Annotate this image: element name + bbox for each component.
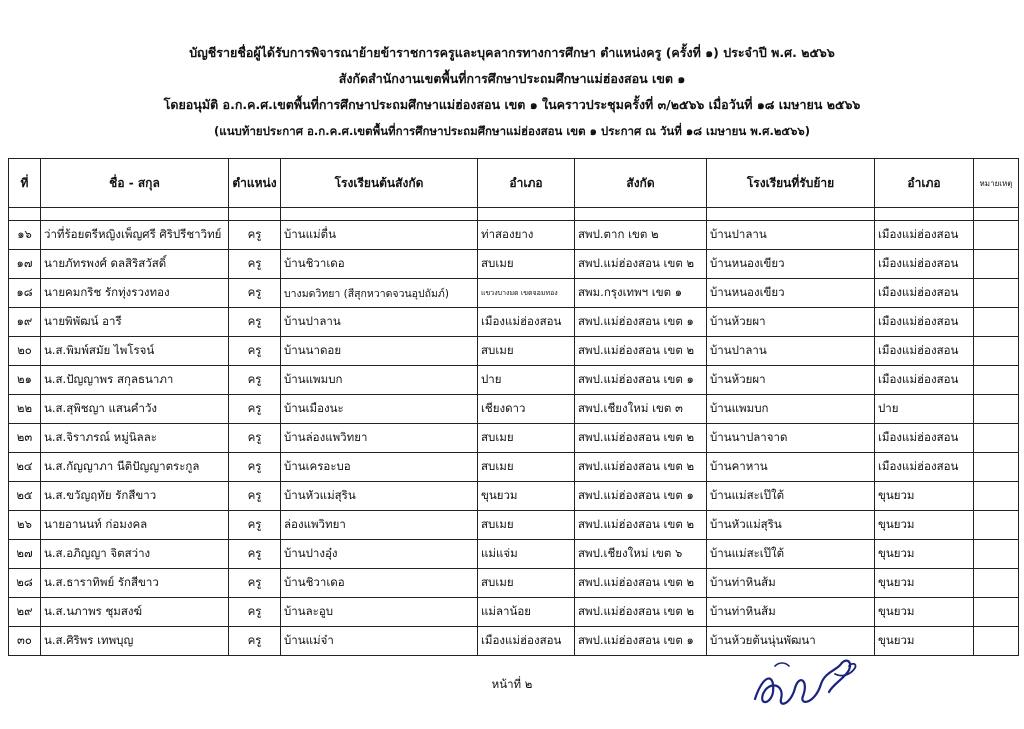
- cell-remark: [974, 395, 1019, 424]
- cell-name: น.ส.กัญญาภา นีติปัญญาตระกูล: [41, 453, 229, 482]
- cell-origin-district: สบเมย: [478, 337, 575, 366]
- cell-name: น.ส.สุพิชญา แสนคำวัง: [41, 395, 229, 424]
- cell-remark: [974, 569, 1019, 598]
- cell-position: ครู: [229, 279, 281, 308]
- cell-remark: [974, 221, 1019, 250]
- cell-affiliation: สพป.แม่ฮ่องสอน เขต ๑: [575, 366, 707, 395]
- cell-no: ๑๙: [9, 308, 41, 337]
- table-row: [9, 511, 1019, 540]
- table-row: [9, 424, 1019, 453]
- title-line-4: (แนบท้ายประกาศ อ.ก.ค.ศ.เขตพื้นที่การศึกษาประถมศึกษาแม่ฮ่องสอน เขต ๑ ประกาศ ณ วันที่ ๑๘ เมษายน พ.ศ.๒๕๖๖): [214, 124, 810, 138]
- cell-remark: [974, 453, 1019, 482]
- cell-dest-school: บ้านแม่สะเป๊ใต้: [707, 482, 875, 511]
- table-row: [9, 482, 1019, 511]
- cell-position: ครู: [229, 482, 281, 511]
- cell-dest-school: บ้านท่าหินส้ม: [707, 598, 875, 627]
- col-header-no: ที่: [9, 159, 41, 208]
- title-line-2: สังกัดสำนักงานเขตพื้นที่การศึกษาประถมศึกษาแม่ฮ่องสอน เขต ๑: [338, 71, 686, 86]
- cell-dest-school: บ้านปาลาน: [707, 337, 875, 366]
- cell-dest-district: ขุนยวม: [875, 540, 974, 569]
- cell-affiliation: สพป.แม่ฮ่องสอน เขต ๒: [575, 569, 707, 598]
- cell-no: ๒๘: [9, 569, 41, 598]
- cell-remark: [974, 482, 1019, 511]
- cell-position: ครู: [229, 424, 281, 453]
- cell-name: น.ส.พิมพ์สมัย ไพโรจน์: [41, 337, 229, 366]
- table-row: [9, 337, 1019, 366]
- cell-origin-district: ขุนยวม: [478, 482, 575, 511]
- cell-no: ๒๖: [9, 511, 41, 540]
- transfer-table: [8, 158, 1019, 656]
- cell-name: นายอานนท์ ก่อมงคล: [41, 511, 229, 540]
- cell-no: ๒๑: [9, 366, 41, 395]
- col-header-remark: หมายเหตุ: [974, 159, 1019, 208]
- table-row: [9, 366, 1019, 395]
- col-header-origin-district: อำเภอ: [478, 159, 575, 208]
- cell-name: น.ส.ขวัญฤทัย รักสีขาว: [41, 482, 229, 511]
- cell-no: ๑๘: [9, 279, 41, 308]
- cell-affiliation: สพป.ตาก เขต ๒: [575, 221, 707, 250]
- cell-origin-district: เมืองแม่ฮ่องสอน: [478, 627, 575, 656]
- cell-dest-school: บ้านท่าหินส้ม: [707, 569, 875, 598]
- handwritten-signature-icon: [745, 644, 865, 718]
- cell-affiliation: สพป.แม่ฮ่องสอน เขต ๒: [575, 337, 707, 366]
- cell-remark: [974, 279, 1019, 308]
- cell-affiliation: สพป.แม่ฮ่องสอน เขต ๑: [575, 627, 707, 656]
- cell-dest-district: ปาย: [875, 395, 974, 424]
- table-row: [9, 598, 1019, 627]
- cell-dest-school: บ้านปาลาน: [707, 221, 875, 250]
- table-row: [9, 569, 1019, 598]
- spacer-row: [9, 208, 1019, 221]
- cell-no: ๒๗: [9, 540, 41, 569]
- cell-affiliation: สพม.กรุงเทพฯ เขต ๑: [575, 279, 707, 308]
- cell-origin-district: แม่แจ่ม: [478, 540, 575, 569]
- col-header-affiliation: สังกัด: [575, 159, 707, 208]
- cell-dest-school: บ้านแม่สะเป๊ใต้: [707, 540, 875, 569]
- table-row: [9, 395, 1019, 424]
- cell-dest-district: เมืองแม่ฮ่องสอน: [875, 308, 974, 337]
- cell-remark: [974, 366, 1019, 395]
- cell-origin-school: บ้านเมืองนะ: [281, 395, 478, 424]
- cell-remark: [974, 627, 1019, 656]
- cell-affiliation: สพป.แม่ฮ่องสอน เขต ๒: [575, 598, 707, 627]
- cell-dest-district: ขุนยวม: [875, 627, 974, 656]
- cell-origin-school: บ้านปาลาน: [281, 308, 478, 337]
- table-row: [9, 453, 1019, 482]
- cell-no: ๓๐: [9, 627, 41, 656]
- cell-remark: [974, 337, 1019, 366]
- cell-origin-district: แม่ลาน้อย: [478, 598, 575, 627]
- cell-origin-district: แขวงบางมด เขตจอมทอง: [478, 279, 575, 308]
- table-row: [9, 627, 1019, 656]
- cell-dest-district: ขุนยวม: [875, 598, 974, 627]
- cell-no: ๑๗: [9, 250, 41, 279]
- document-header: [0, 40, 1024, 144]
- cell-position: ครู: [229, 366, 281, 395]
- cell-dest-school: บ้านห้วยต้นนุ่นพัฒนา: [707, 627, 875, 656]
- cell-origin-school: บ้านแม่จ๋า: [281, 627, 478, 656]
- cell-dest-district: เมืองแม่ฮ่องสอน: [875, 366, 974, 395]
- cell-affiliation: สพป.แม่ฮ่องสอน เขต ๑: [575, 482, 707, 511]
- cell-position: ครู: [229, 337, 281, 366]
- cell-remark: [974, 511, 1019, 540]
- cell-origin-district: ท่าสองยาง: [478, 221, 575, 250]
- table-row: [9, 308, 1019, 337]
- cell-name: น.ส.นภาพร ชุมสงฆ์: [41, 598, 229, 627]
- cell-origin-district: สบเมย: [478, 569, 575, 598]
- cell-position: ครู: [229, 598, 281, 627]
- cell-origin-school: บางมดวิทยา (สีสุกหวาดจวนอุปถัมภ์): [281, 279, 478, 308]
- cell-dest-school: บ้านหนองเขียว: [707, 279, 875, 308]
- cell-origin-school: บ้านชิวาเดอ: [281, 250, 478, 279]
- cell-name: นายคมกริช รักทุ่งรวงทอง: [41, 279, 229, 308]
- cell-position: ครู: [229, 511, 281, 540]
- cell-name: น.ส.ศิริพร เทพบุญ: [41, 627, 229, 656]
- cell-no: ๑๖: [9, 221, 41, 250]
- cell-remark: [974, 424, 1019, 453]
- cell-origin-district: เมืองแม่ฮ่องสอน: [478, 308, 575, 337]
- cell-origin-district: สบเมย: [478, 453, 575, 482]
- table-header-row: [9, 159, 1019, 208]
- cell-name: น.ส.ธาราทิพย์ รักสีขาว: [41, 569, 229, 598]
- cell-position: ครู: [229, 308, 281, 337]
- col-header-dest-district: อำเภอ: [875, 159, 974, 208]
- cell-dest-school: บ้านแพมบก: [707, 395, 875, 424]
- cell-origin-school: บ้านแม่ตื่น: [281, 221, 478, 250]
- cell-position: ครู: [229, 221, 281, 250]
- cell-origin-school: บ้านปางอุ๋ง: [281, 540, 478, 569]
- cell-dest-district: ขุนยวม: [875, 482, 974, 511]
- cell-affiliation: สพป.แม่ฮ่องสอน เขต ๑: [575, 308, 707, 337]
- col-header-dest-school: โรงเรียนที่รับย้าย: [707, 159, 875, 208]
- cell-origin-school: บ้านละอูบ: [281, 598, 478, 627]
- cell-origin-school: ล่องแพวิทยา: [281, 511, 478, 540]
- cell-dest-district: เมืองแม่ฮ่องสอน: [875, 424, 974, 453]
- cell-position: ครู: [229, 250, 281, 279]
- col-header-origin-school: โรงเรียนต้นสังกัด: [281, 159, 478, 208]
- cell-name: น.ส.อภิญญา จิตสว่าง: [41, 540, 229, 569]
- cell-dest-school: บ้านห้วยผา: [707, 308, 875, 337]
- table-body: [9, 208, 1019, 656]
- cell-affiliation: สพป.เชียงใหม่ เขต ๓: [575, 395, 707, 424]
- cell-origin-school: บ้านล่องแพวิทยา: [281, 424, 478, 453]
- cell-affiliation: สพป.เชียงใหม่ เขต ๖: [575, 540, 707, 569]
- cell-name: น.ส.จิราภรณ์ หมู่นิลละ: [41, 424, 229, 453]
- title-line-1: บัญชีรายชื่อผู้ได้รับการพิจารณาย้ายข้าราชการครูและบุคลากรทางการศึกษา ตำแหน่งครู (ครั้งที่ ๑) ประจำปี พ.ศ. ๒๕๖๖: [189, 45, 835, 60]
- cell-dest-district: เมืองแม่ฮ่องสอน: [875, 221, 974, 250]
- cell-origin-district: สบเมย: [478, 424, 575, 453]
- cell-dest-school: บ้านคาหาน: [707, 453, 875, 482]
- cell-origin-school: บ้านนาดอย: [281, 337, 478, 366]
- cell-dest-school: บ้านหนองเขียว: [707, 250, 875, 279]
- cell-remark: [974, 598, 1019, 627]
- page-number: หน้าที่ ๒: [491, 677, 533, 691]
- cell-position: ครู: [229, 540, 281, 569]
- cell-dest-school: บ้านนาปลาจาด: [707, 424, 875, 453]
- cell-dest-district: ขุนยวม: [875, 511, 974, 540]
- cell-origin-school: บ้านชิวาเดอ: [281, 569, 478, 598]
- cell-affiliation: สพป.แม่ฮ่องสอน เขต ๒: [575, 453, 707, 482]
- cell-origin-district: สบเมย: [478, 511, 575, 540]
- cell-remark: [974, 250, 1019, 279]
- cell-origin-district: ปาย: [478, 366, 575, 395]
- cell-no: ๒๒: [9, 395, 41, 424]
- cell-name: ว่าที่ร้อยตรีหญิงเพ็ญศรี ศิริปรีชาวิทย์: [41, 221, 229, 250]
- cell-name: นายพิพัฒน์ อารี: [41, 308, 229, 337]
- cell-origin-school: บ้านเครอะบอ: [281, 453, 478, 482]
- col-header-position: ตำแหน่ง: [229, 159, 281, 208]
- col-header-name: ชื่อ - สกุล: [41, 159, 229, 208]
- cell-no: ๒๔: [9, 453, 41, 482]
- table-row: [9, 279, 1019, 308]
- cell-affiliation: สพป.แม่ฮ่องสอน เขต ๒: [575, 424, 707, 453]
- table-row: [9, 540, 1019, 569]
- cell-no: ๒๕: [9, 482, 41, 511]
- cell-origin-district: เชียงดาว: [478, 395, 575, 424]
- cell-position: ครู: [229, 453, 281, 482]
- cell-origin-school: บ้านหัวแม่สุริน: [281, 482, 478, 511]
- cell-dest-district: เมืองแม่ฮ่องสอน: [875, 279, 974, 308]
- cell-no: ๒๓: [9, 424, 41, 453]
- table-row: [9, 250, 1019, 279]
- cell-affiliation: สพป.แม่ฮ่องสอน เขต ๒: [575, 511, 707, 540]
- cell-name: น.ส.ปัญญาพร สกุลธนาภา: [41, 366, 229, 395]
- cell-dest-school: บ้านหัวแม่สุริน: [707, 511, 875, 540]
- table-row: [9, 221, 1019, 250]
- cell-no: ๒๙: [9, 598, 41, 627]
- cell-dest-district: เมืองแม่ฮ่องสอน: [875, 250, 974, 279]
- cell-no: ๒๐: [9, 337, 41, 366]
- cell-remark: [974, 308, 1019, 337]
- cell-remark: [974, 540, 1019, 569]
- cell-dest-district: เมืองแม่ฮ่องสอน: [875, 453, 974, 482]
- cell-dest-school: บ้านห้วยผา: [707, 366, 875, 395]
- cell-origin-school: บ้านแพมบก: [281, 366, 478, 395]
- cell-position: ครู: [229, 627, 281, 656]
- cell-position: ครู: [229, 395, 281, 424]
- cell-origin-district: สบเมย: [478, 250, 575, 279]
- cell-name: นายภัทรพงศ์ ดลสิริสวัสดิ์: [41, 250, 229, 279]
- title-line-3: โดยอนุมัติ อ.ก.ค.ศ.เขตพื้นที่การศึกษาประถมศึกษาแม่ฮ่องสอน เขต ๑ ในคราวประชุมครั้งที่ ๓/๒๕๖๖ เมื่อวันที่ ๑๘ เมษายน ๒๕๖๖: [163, 97, 861, 112]
- cell-dest-district: เมืองแม่ฮ่องสอน: [875, 337, 974, 366]
- cell-affiliation: สพป.แม่ฮ่องสอน เขต ๒: [575, 250, 707, 279]
- cell-dest-district: ขุนยวม: [875, 569, 974, 598]
- cell-position: ครู: [229, 569, 281, 598]
